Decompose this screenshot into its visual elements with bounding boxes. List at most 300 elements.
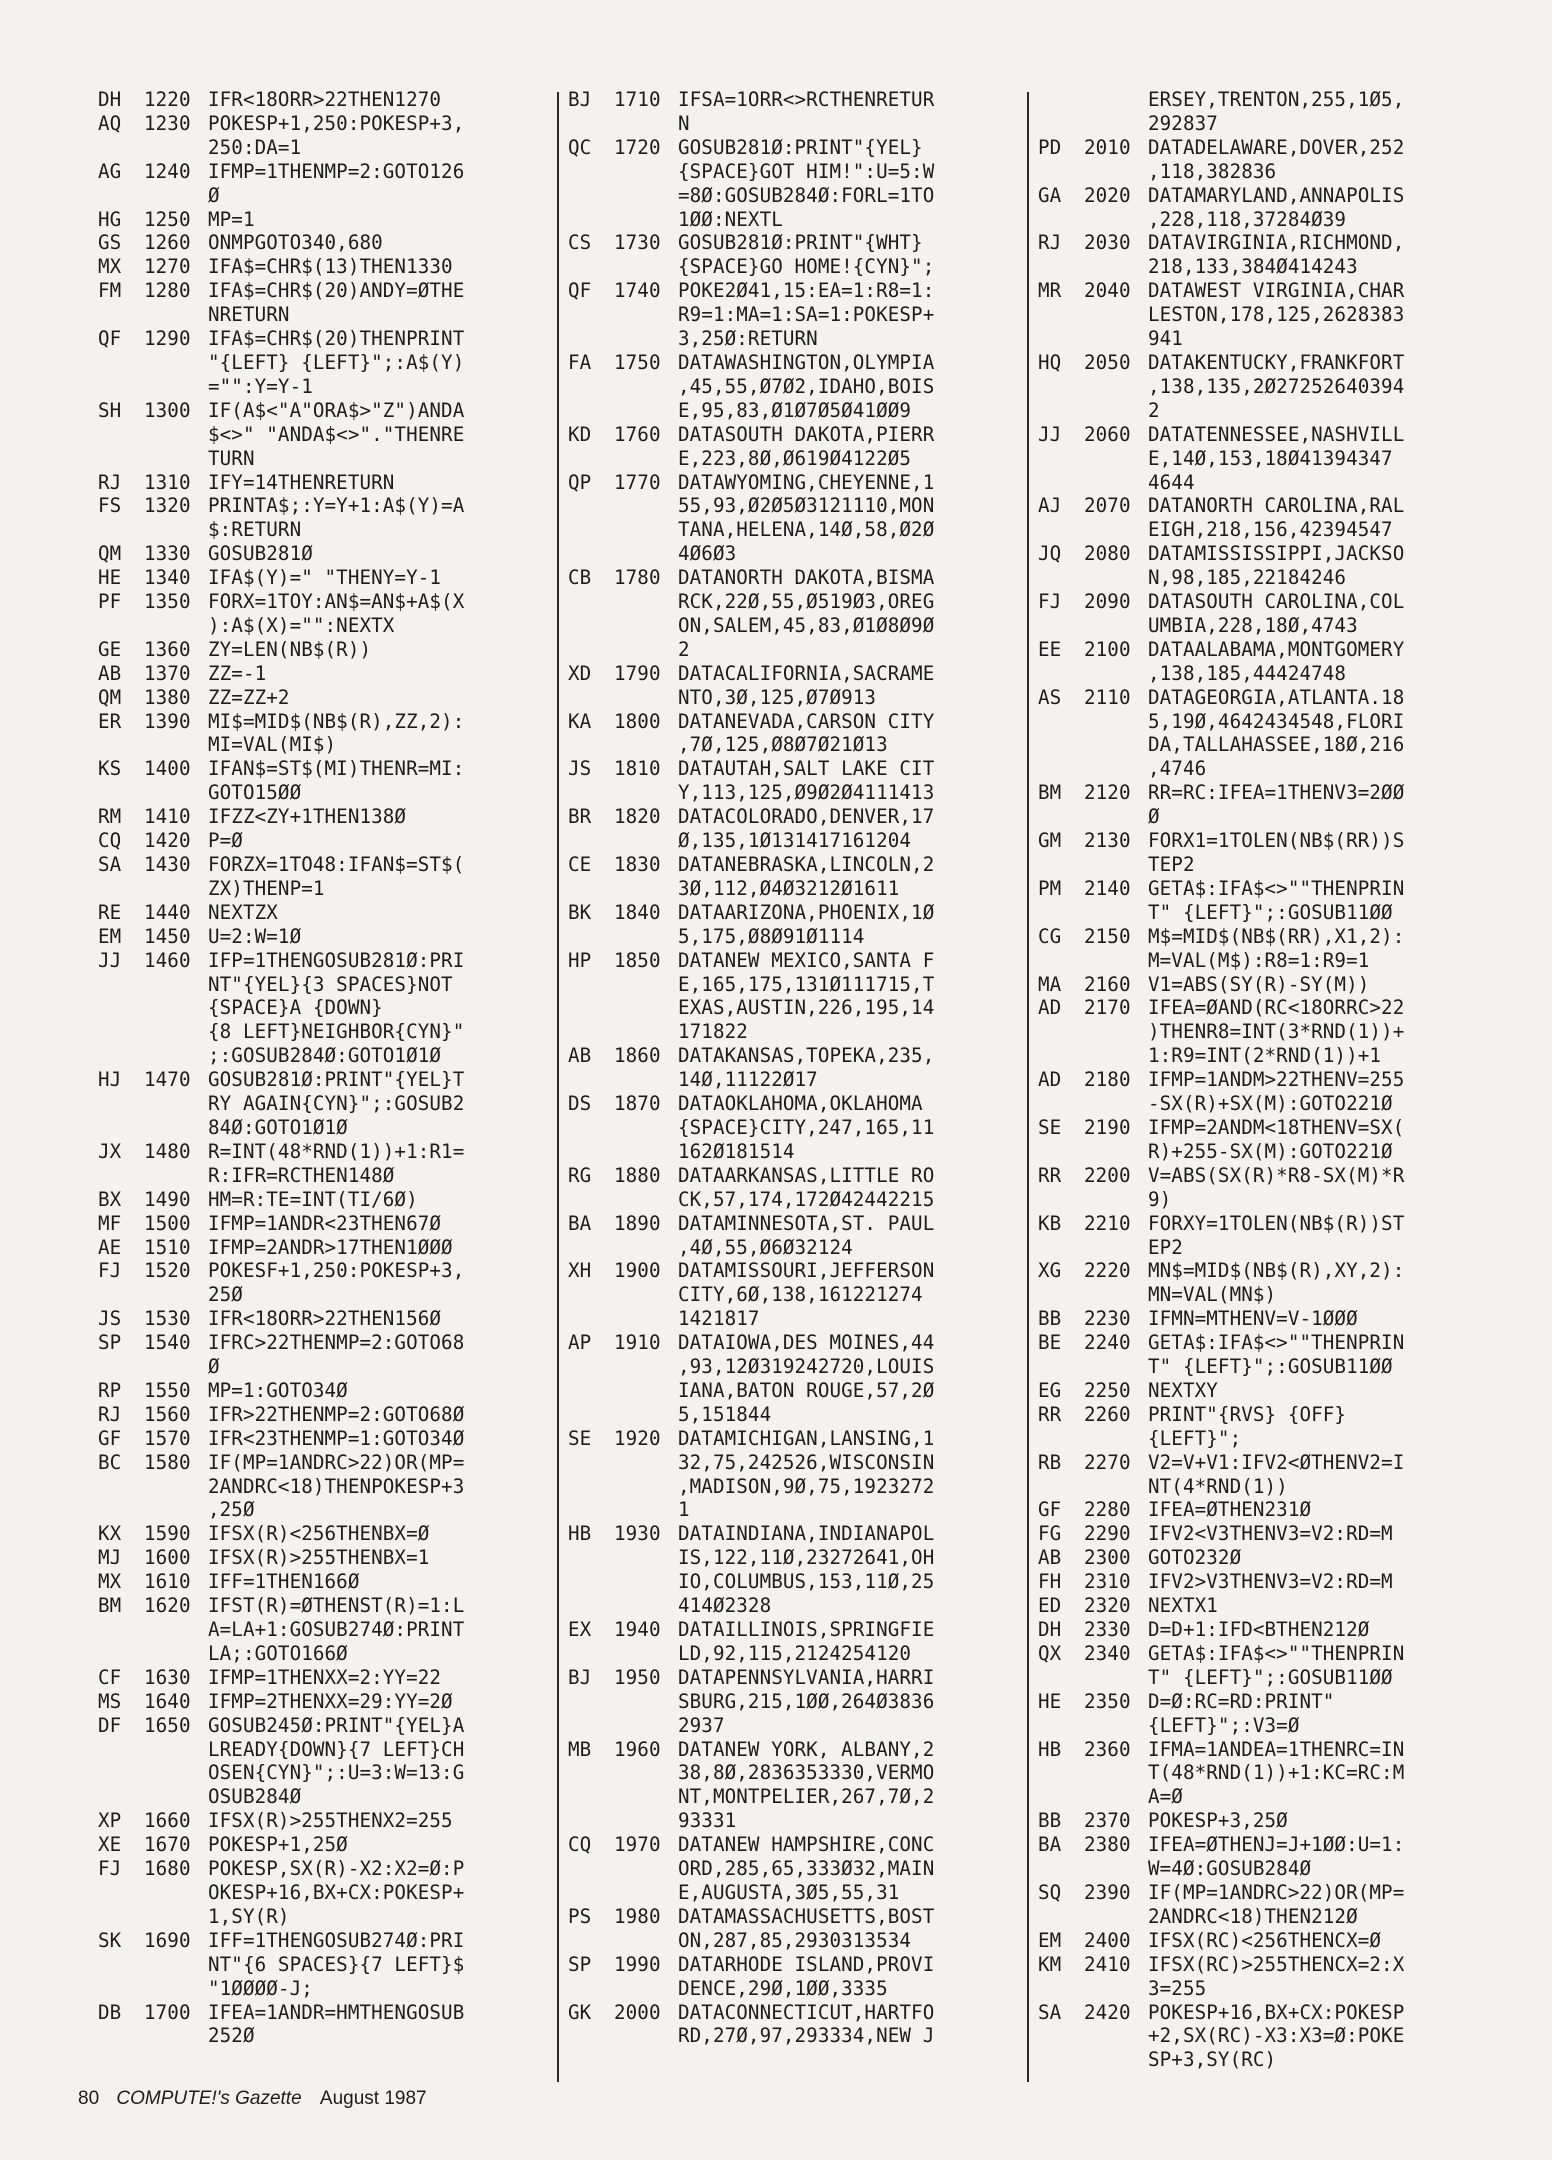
listing-line	[98, 1379, 553, 1403]
code-text: IFMP=2ANDR>17THEN1ØØØ	[208, 1235, 453, 1259]
listing-line	[98, 1809, 553, 1833]
code-text: GOSUB281Ø:PRINT"{WHT}	[678, 231, 923, 255]
listing-line	[568, 1212, 1023, 1236]
checksum: GF	[1038, 1498, 1062, 1522]
listing-line	[98, 1570, 553, 1594]
code-text: IFMP=2THENXX=29:YY=2Ø	[208, 1689, 453, 1713]
code-text: ,25Ø	[208, 1498, 255, 1522]
listing-line	[98, 1546, 553, 1570]
code-text: FORXY=1TOLEN(NB$(R))ST	[1148, 1211, 1405, 1235]
line-number: 1800	[614, 709, 661, 733]
checksum: RR	[1038, 1402, 1062, 1426]
checksum: BB	[1038, 1307, 1062, 1331]
code-text: Ø	[208, 1355, 220, 1379]
listing-line	[1038, 1188, 1493, 1212]
code-text: ,45,55,Ø7Ø2,IDAHO,BOIS	[678, 374, 935, 398]
listing-line	[1038, 471, 1493, 495]
line-number: 1920	[614, 1426, 661, 1450]
code-text: DATAGEORGIA,ATLANTA.18	[1148, 685, 1405, 709]
checksum: RJ	[98, 1402, 122, 1426]
code-text: DATANEVADA,CARSON CITY	[678, 709, 935, 733]
listing-line	[1038, 1546, 1493, 1570]
code-text: GETA$:IFA$<>""THENPRIN	[1148, 876, 1405, 900]
checksum: FJ	[98, 1857, 122, 1881]
line-number: 2180	[1084, 1068, 1131, 1092]
line-number: 1270	[144, 255, 191, 279]
code-text: CITY,6Ø,138,161221274	[678, 1283, 923, 1307]
listing-line	[98, 925, 553, 949]
listing-line	[1038, 1403, 1493, 1427]
code-text: ,228,118,37284Ø39	[1148, 207, 1347, 231]
listing-line	[568, 877, 1023, 901]
listing-line	[98, 112, 553, 136]
checksum: AD	[1038, 1068, 1062, 1092]
listing-line	[568, 1331, 1023, 1355]
code-text: ZZ=ZZ+2	[208, 685, 290, 709]
line-number: 2060	[1084, 422, 1131, 446]
code-text: ,138,185,44424748	[1148, 661, 1347, 685]
code-text: ONMPGOTO340,680	[208, 231, 383, 255]
listing-line	[98, 375, 553, 399]
line-number: 2420	[1084, 2000, 1131, 2024]
listing-line	[1038, 614, 1493, 638]
checksum: PS	[568, 1904, 592, 1928]
listing-line	[1038, 327, 1493, 351]
checksum: JJ	[1038, 422, 1062, 446]
code-text: 941	[1148, 327, 1183, 351]
code-text: Y,113,125,Ø9Ø2Ø4111413	[678, 781, 935, 805]
checksum: SE	[568, 1426, 592, 1450]
checksum: XP	[98, 1809, 122, 1833]
checksum: EE	[1038, 637, 1062, 661]
listing-line	[98, 1307, 553, 1331]
code-text: 292837	[1148, 111, 1218, 135]
code-text: RR=RC:IFEA=1THENV3=2ØØ	[1148, 781, 1405, 805]
code-text: R:IFR=RCTHEN148Ø	[208, 1163, 395, 1187]
code-text: DATAPENNSYLVANIA,HARRI	[678, 1665, 935, 1689]
code-text: GOSUB281Ø	[208, 542, 313, 566]
code-text: 3,25Ø:RETURN	[678, 327, 818, 351]
code-text: NEXTX1	[1148, 1594, 1218, 1618]
listing-line	[1038, 973, 1493, 997]
line-number: 1540	[144, 1331, 191, 1355]
listing-line	[1038, 136, 1493, 160]
code-text: ,138,135,2Ø27252640394	[1148, 374, 1405, 398]
code-text: ZX)THENP=1	[208, 876, 325, 900]
checksum: BE	[1038, 1331, 1062, 1355]
checksum: CG	[1038, 924, 1062, 948]
code-text: ,93,12Ø319242720,LOUIS	[678, 1355, 935, 1379]
checksum: HE	[1038, 1689, 1062, 1713]
line-number: 2000	[614, 2000, 661, 2024]
checksum: CQ	[98, 829, 122, 853]
listing-line	[1038, 1785, 1493, 1809]
checksum: KM	[1038, 1952, 1062, 1976]
listing-line	[98, 1188, 553, 1212]
checksum: PM	[1038, 876, 1062, 900]
listing-line	[1038, 901, 1493, 925]
checksum: AS	[1038, 685, 1062, 709]
checksum: EM	[98, 924, 122, 948]
listing-line	[1038, 1522, 1493, 1546]
checksum: XD	[568, 661, 592, 685]
listing-line	[1038, 590, 1493, 614]
line-number: 1760	[614, 422, 661, 446]
code-text: IFF=1THEN166Ø	[208, 1570, 360, 1594]
code-text: IFF=1THENGOSUB274Ø:PRI	[208, 1928, 465, 1952]
code-text: 3=255	[1148, 1976, 1207, 2000]
code-text: IFP=1THENGOSUB281Ø:PRI	[208, 948, 465, 972]
code-text: CK,57,174,172Ø42442215	[678, 1187, 935, 1211]
code-text: IFY=14THENRETURN	[208, 470, 395, 494]
code-text: IFZZ<ZY+1THEN138Ø	[208, 805, 407, 829]
code-text: DATAMASSACHUSETTS,BOST	[678, 1904, 935, 1928]
code-text: IFRC>22THENMP=2:GOTO68	[208, 1331, 465, 1355]
line-number: 1600	[144, 1546, 191, 1570]
code-text: DATAMISSISSIPPI,JACKSO	[1148, 542, 1405, 566]
checksum: SQ	[1038, 1880, 1062, 1904]
code-text: 252Ø	[208, 2024, 255, 2048]
code-text: 1ØØ:NEXTL	[678, 207, 783, 231]
checksum: BR	[568, 805, 592, 829]
code-text: DATAKANSAS,TOPEKA,235,	[678, 1044, 935, 1068]
code-text: 250:DA=1	[208, 135, 302, 159]
listing-line	[568, 160, 1023, 184]
checksum: MF	[98, 1211, 122, 1235]
checksum: BJ	[568, 1665, 592, 1689]
listing-line	[568, 566, 1023, 590]
listing-line	[568, 710, 1023, 734]
listing-line	[1038, 1451, 1493, 1475]
checksum: GF	[98, 1426, 122, 1450]
listing-line	[1038, 1738, 1493, 1762]
code-text: 32,75,242526,WISCONSIN	[678, 1450, 935, 1474]
code-text: 93331	[678, 1809, 737, 1833]
listing-line	[568, 303, 1023, 327]
listing-line	[1038, 1331, 1493, 1355]
listing-line	[1038, 518, 1493, 542]
listing-line	[1038, 423, 1493, 447]
line-number: 2240	[1084, 1331, 1131, 1355]
listing-line	[1038, 1307, 1493, 1331]
line-number: 1230	[144, 111, 191, 135]
code-text: IFMP=1THENXX=2:YY=22	[208, 1665, 442, 1689]
listing-line	[1038, 949, 1493, 973]
listing-line	[568, 925, 1023, 949]
listing-line	[1038, 1761, 1493, 1785]
checksum: QF	[98, 327, 122, 351]
listing-line	[568, 1020, 1023, 1044]
code-text: MI$=MID$(NB$(R),ZZ,2):	[208, 709, 465, 733]
line-number: 1350	[144, 590, 191, 614]
code-text: IFSX(RC)>255THENCX=2:X	[1148, 1952, 1405, 1976]
listing-line	[98, 686, 553, 710]
listing-line	[98, 1283, 553, 1307]
line-number: 2380	[1084, 1833, 1131, 1857]
listing-line	[98, 351, 553, 375]
code-text: IFMP=1ANDR<23THEN67Ø	[208, 1211, 442, 1235]
line-number: 1750	[614, 350, 661, 374]
listing-line	[1038, 1594, 1493, 1618]
checksum: AB	[98, 661, 122, 685]
checksum: FA	[568, 350, 592, 374]
line-number: 2140	[1084, 876, 1131, 900]
line-number: 1890	[614, 1211, 661, 1235]
listing-line	[1038, 542, 1493, 566]
code-text: E,AUGUSTA,3Ø5,55,31	[678, 1880, 900, 1904]
listing-line	[98, 327, 553, 351]
code-text: DATAALABAMA,MONTGOMERY	[1148, 637, 1405, 661]
listing-line	[98, 399, 553, 423]
checksum: QP	[568, 470, 592, 494]
listing-line	[98, 255, 553, 279]
line-number: 1930	[614, 1522, 661, 1546]
checksum: BM	[98, 1594, 122, 1618]
code-text: DATANORTH DAKOTA,BISMA	[678, 566, 935, 590]
code-text: ERSEY,TRENTON,255,1Ø5,	[1148, 88, 1405, 111]
code-text: MN$=MID$(NB$(R),XY,2):	[1148, 1259, 1405, 1283]
listing-line	[98, 1259, 553, 1283]
listing-line	[1038, 1116, 1493, 1140]
listing-line	[1038, 2048, 1493, 2072]
line-number: 1530	[144, 1307, 191, 1331]
checksum: AG	[98, 159, 122, 183]
line-number: 2170	[1084, 996, 1131, 1020]
line-number: 2260	[1084, 1402, 1131, 1426]
listing-line	[98, 1594, 553, 1618]
line-number: 2360	[1084, 1737, 1131, 1761]
code-text: DATAOKLAHOMA,OKLAHOMA	[678, 1092, 923, 1116]
listing-line	[568, 1355, 1023, 1379]
listing-line	[98, 829, 553, 853]
checksum: KA	[568, 709, 592, 733]
line-number: 1220	[144, 88, 191, 111]
code-text: ="":Y=Y-1	[208, 374, 313, 398]
listing-line	[568, 1738, 1023, 1762]
code-text: IFSX(R)>255THENX2=255	[208, 1809, 453, 1833]
listing-line	[568, 662, 1023, 686]
listing-line	[568, 1403, 1023, 1427]
checksum: EX	[568, 1618, 592, 1641]
code-text: MP=1	[208, 207, 255, 231]
listing-line	[1038, 1905, 1493, 1929]
listing-line	[568, 1618, 1023, 1642]
listing-line	[568, 1905, 1023, 1929]
code-text: 38,8Ø,2836353330,VERMO	[678, 1761, 935, 1785]
code-text: IF(MP=1ANDRC>22)OR(MP=	[208, 1450, 465, 1474]
listing-line	[568, 2024, 1023, 2048]
code-text: {SPACE}GO HOME!{CYN}";	[678, 255, 935, 279]
listing-line	[1038, 757, 1493, 781]
code-text: DATAWEST VIRGINIA,CHAR	[1148, 279, 1405, 303]
line-number: 2160	[1084, 972, 1131, 996]
code-text: HM=R:TE=INT(TI/6Ø)	[208, 1187, 418, 1211]
code-text: GETA$:IFA$<>""THENPRIN	[1148, 1641, 1405, 1665]
code-text: E,95,83,Ø1Ø7Ø5Ø41ØØ9	[678, 398, 912, 422]
code-text: GOSUB281Ø:PRINT"{YEL}	[678, 135, 923, 159]
line-number: 1940	[614, 1618, 661, 1641]
checksum: BA	[1038, 1833, 1062, 1857]
checksum: MX	[98, 255, 122, 279]
code-text: ORD,285,65,333Ø32,MAIN	[678, 1857, 935, 1881]
line-number: 1730	[614, 231, 661, 255]
line-number: 1430	[144, 853, 191, 876]
listing-line	[568, 590, 1023, 614]
code-text: 162Ø181514	[678, 1139, 795, 1163]
listing-line	[568, 184, 1023, 208]
line-number: 1740	[614, 279, 661, 303]
code-text: ,118,382836	[1148, 159, 1277, 183]
listing-line	[568, 1307, 1023, 1331]
code-text: IFV2>V3THENV3=V2:RD=M	[1148, 1570, 1393, 1594]
line-number: 1980	[614, 1904, 661, 1928]
code-text: OKESP+16,BX+CX:POKESP+	[208, 1880, 465, 1904]
listing-line	[98, 1905, 553, 1929]
code-text: =8Ø:GOSUB284Ø:FORL=1TO	[678, 183, 935, 207]
listing-line	[568, 1116, 1023, 1140]
listing-line	[98, 1738, 553, 1762]
code-text: EP2	[1148, 1235, 1183, 1259]
code-text: ,7Ø,125,Ø8Ø7Ø21Ø13	[678, 733, 888, 757]
checksum: RJ	[1038, 231, 1062, 255]
checksum: AB	[1038, 1546, 1062, 1570]
code-text: MI=VAL(MI$)	[208, 733, 337, 757]
listing-line	[1038, 1714, 1493, 1738]
listing-line	[98, 638, 553, 662]
listing-line	[1038, 184, 1493, 208]
checksum: CQ	[568, 1833, 592, 1857]
checksum: QM	[98, 685, 122, 709]
checksum: JS	[568, 757, 592, 781]
listing-line	[568, 1140, 1023, 1164]
checksum: XE	[98, 1833, 122, 1857]
line-number: 1960	[614, 1737, 661, 1761]
code-text: GOTO15ØØ	[208, 781, 302, 805]
line-number: 2270	[1084, 1450, 1131, 1474]
checksum: RP	[98, 1378, 122, 1402]
line-number: 1650	[144, 1713, 191, 1737]
checksum: PF	[98, 590, 122, 614]
code-text: ZZ=-1	[208, 661, 267, 685]
checksum: FJ	[98, 1259, 122, 1283]
code-text: DATAMISSOURI,JEFFERSON	[678, 1259, 935, 1283]
listing-line	[568, 1451, 1023, 1475]
listing-line	[1038, 1236, 1493, 1260]
code-text: IFEA=1ANDR=HMTHENGOSUB	[208, 2000, 465, 2024]
code-text: IFSX(R)>255THENBX=1	[208, 1546, 430, 1570]
listing-line	[568, 542, 1023, 566]
listing-line	[98, 184, 553, 208]
code-text: POKESP+16,BX+CX:POKESP	[1148, 2000, 1405, 2024]
listing-line	[98, 1714, 553, 1738]
line-number: 1620	[144, 1594, 191, 1618]
listing-line	[98, 1044, 553, 1068]
code-text: GETA$:IFA$<>""THENPRIN	[1148, 1331, 1405, 1355]
listing-line	[98, 1068, 553, 1092]
code-text: IFEA=ØTHENJ=J+1ØØ:U=1:	[1148, 1833, 1405, 1857]
code-text: NT"{YEL}{3 SPACES}NOT	[208, 972, 453, 996]
checksum: MJ	[98, 1546, 122, 1570]
code-text: T" {LEFT}";:GOSUB11ØØ	[1148, 1665, 1393, 1689]
line-number: 1390	[144, 709, 191, 733]
listing-line	[568, 996, 1023, 1020]
code-text: DENCE,29Ø,1ØØ,3335	[678, 1976, 888, 2000]
code-text: IFA$=CHR$(20)ANDY=ØTHE	[208, 279, 465, 303]
checksum: BC	[98, 1450, 122, 1474]
code-text: 1	[678, 1498, 690, 1522]
code-text: 4Ø6Ø3	[678, 542, 737, 566]
listing-line	[1038, 686, 1493, 710]
code-text: EIGH,218,156,42394547	[1148, 518, 1393, 542]
code-text: MP=1:GOTO34Ø	[208, 1378, 348, 1402]
code-text: POKESF+1,250:POKESP+3,	[208, 1259, 465, 1283]
checksum: FJ	[1038, 590, 1062, 614]
listing-line	[1038, 447, 1493, 471]
code-text: V2=V+V1:IFV2<ØTHENV2=I	[1148, 1450, 1405, 1474]
listing-line	[568, 1283, 1023, 1307]
listing-line	[1038, 208, 1493, 232]
listing-line	[98, 1092, 553, 1116]
listing-line	[568, 1761, 1023, 1785]
checksum: SA	[98, 853, 122, 876]
line-number: 1770	[614, 470, 661, 494]
code-text: TURN	[208, 446, 255, 470]
code-text: ,4746	[1148, 757, 1207, 781]
line-number: 1700	[144, 2000, 191, 2024]
code-text: IFAN$=ST$(MI)THENR=MI:	[208, 757, 465, 781]
checksum: XG	[1038, 1259, 1062, 1283]
code-text: Ø	[1148, 805, 1160, 829]
listing-line	[568, 1929, 1023, 1953]
listing-line	[568, 1379, 1023, 1403]
code-text: DATATENNESSEE,NASHVILL	[1148, 422, 1405, 446]
listing-line	[98, 1116, 553, 1140]
listing-line	[98, 136, 553, 160]
line-number: 2300	[1084, 1546, 1131, 1570]
line-number: 2050	[1084, 350, 1131, 374]
checksum: ED	[1038, 1594, 1062, 1618]
line-number: 1380	[144, 685, 191, 709]
listing-line	[1038, 1475, 1493, 1499]
code-text: DATANEW YORK, ALBANY,2	[678, 1737, 935, 1761]
line-number: 1660	[144, 1809, 191, 1833]
line-number: 1450	[144, 924, 191, 948]
listing-line	[1038, 1140, 1493, 1164]
code-text: IFMA=1ANDEA=1THENRC=IN	[1148, 1737, 1405, 1761]
line-number: 1310	[144, 470, 191, 494]
code-text: P=Ø	[208, 829, 243, 853]
line-number: 1950	[614, 1665, 661, 1689]
listing-line	[98, 1666, 553, 1690]
code-text: FORZX=1TO48:IFAN$=ST$(	[208, 853, 465, 876]
listing-line	[98, 1642, 553, 1666]
listing-line	[1038, 1977, 1493, 2001]
code-text: IO,COLUMBUS,153,11Ø,25	[678, 1570, 935, 1594]
code-text: POKESP+3,25Ø	[1148, 1809, 1288, 1833]
listing-line	[568, 853, 1023, 877]
line-number: 2200	[1084, 1163, 1131, 1187]
line-number: 2150	[1084, 924, 1131, 948]
checksum: AP	[568, 1331, 592, 1355]
line-number: 1470	[144, 1068, 191, 1092]
listing-line	[98, 1355, 553, 1379]
listing-line	[1038, 231, 1493, 255]
line-number: 2090	[1084, 590, 1131, 614]
line-number: 1410	[144, 805, 191, 829]
listing-line	[1038, 853, 1493, 877]
listing-line	[568, 1666, 1023, 1690]
code-text: 5,19Ø,4642434548,FLORI	[1148, 709, 1405, 733]
